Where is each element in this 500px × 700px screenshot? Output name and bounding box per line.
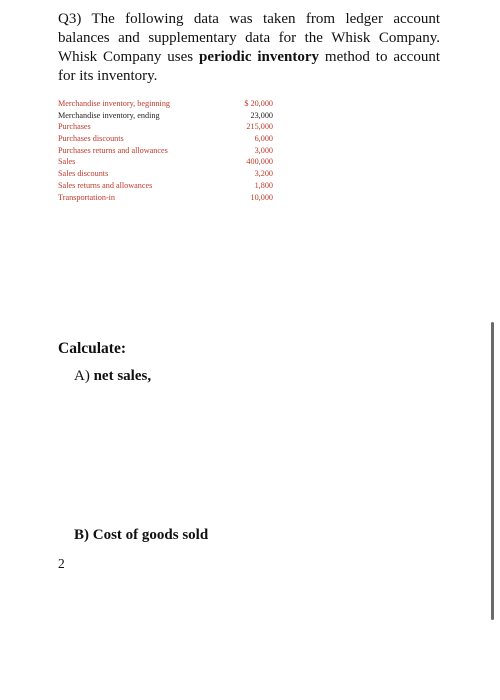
part-b-text: B) Cost of goods sold (74, 527, 209, 543)
ledger-amount: 400,000 (246, 157, 273, 167)
ledger-label: Transportation-in (58, 192, 116, 202)
ledger-label: Sales (58, 157, 76, 167)
question-tail: method to account for its inventory. (58, 49, 440, 84)
ledger-amount: 3,200 (254, 169, 273, 179)
ledger-amount: 10,000 (250, 192, 273, 202)
ledger-label: Merchandise inventory, ending (58, 110, 160, 120)
ledger-row (58, 145, 273, 157)
ledger-label: Sales returns and allowances (58, 180, 153, 190)
ledger-label: Sales discounts (58, 169, 109, 179)
part-b-question (74, 527, 208, 544)
ledger-row (58, 192, 273, 204)
ledger-label: Merchandise inventory, beginning (58, 99, 171, 108)
ledger-row (58, 180, 273, 192)
ledger-table (58, 98, 273, 203)
ledger-amount: 1,800 (254, 180, 273, 190)
page-number: 2 (58, 556, 65, 571)
part-a-question (74, 368, 151, 385)
vertical-scrollbar[interactable] (491, 322, 494, 620)
ledger-label: Purchases (58, 122, 91, 132)
question-text (58, 10, 440, 86)
ledger-row (58, 110, 273, 122)
ledger-amount: 6,000 (254, 134, 273, 144)
question-lead: Q3) The following data was taken from ledger account balances and supplementary data for the Whisk Company. Whisk Company uses (58, 11, 440, 65)
ledger-amount: 215,000 (246, 122, 273, 132)
ledger-row (58, 156, 273, 168)
ledger-label: Purchases returns and allowances (58, 145, 168, 155)
ledger-row (58, 168, 273, 180)
part-a-text: net sales, (93, 368, 152, 384)
ledger-amount: 3,000 (254, 145, 273, 155)
ledger-row (58, 98, 273, 110)
ledger-row (58, 121, 273, 133)
question-emphasis: periodic inventory (198, 49, 320, 65)
ledger-row (58, 133, 273, 145)
calculate-heading: Calculate: (58, 340, 127, 357)
part-a-prefix: A) (74, 368, 94, 384)
ledger-amount: $ 20,000 (244, 99, 273, 108)
ledger-amount: 23,000 (250, 110, 273, 120)
ledger-label: Purchases discounts (58, 134, 124, 144)
